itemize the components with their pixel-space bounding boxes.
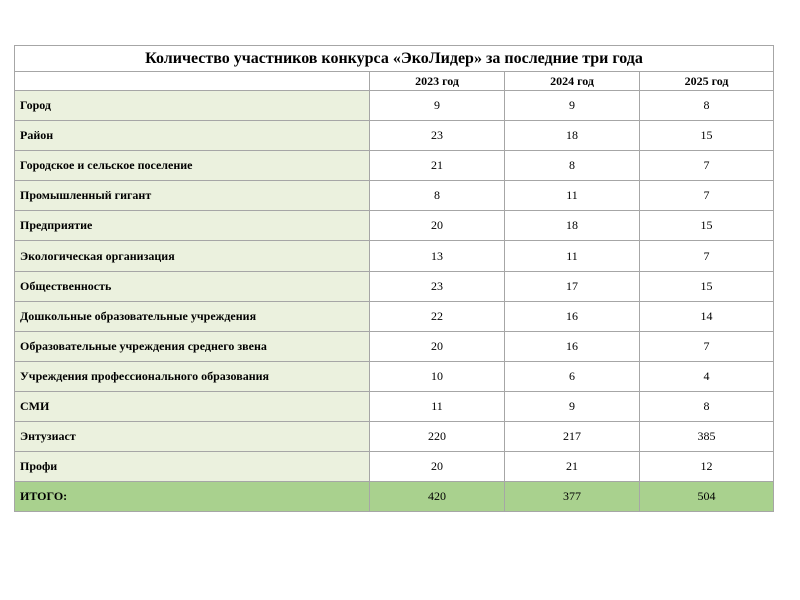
table-row: [15, 422, 774, 452]
cell-2025: 7: [640, 241, 774, 271]
row-label: Городское и сельское поселение: [15, 151, 370, 181]
row-label: Профи: [15, 452, 370, 482]
cell-2023: 9: [370, 91, 505, 121]
cell-2025: 7: [640, 181, 774, 211]
cell-2023: 220: [370, 422, 505, 452]
table-row: [15, 271, 774, 301]
cell-2025: 12: [640, 452, 774, 482]
cell-2023: 20: [370, 452, 505, 482]
row-label: Промышленный гигант: [15, 181, 370, 211]
cell-2024: 6: [505, 361, 640, 391]
table-row: [15, 151, 774, 181]
table-row: [15, 331, 774, 361]
cell-2025: 7: [640, 151, 774, 181]
row-label: Учреждения профессионального образования: [15, 361, 370, 391]
row-label: Город: [15, 91, 370, 121]
cell-2025: 4: [640, 361, 774, 391]
cell-2025: 14: [640, 301, 774, 331]
table-row: [15, 301, 774, 331]
table-row: [15, 181, 774, 211]
total-row: [15, 482, 774, 512]
total-2025: 504: [640, 482, 774, 512]
cell-2023: 10: [370, 361, 505, 391]
cell-2025: 7: [640, 331, 774, 361]
cell-2024: 18: [505, 211, 640, 241]
total-2024: 377: [505, 482, 640, 512]
row-label: Дошкольные образовательные учреждения: [15, 301, 370, 331]
table-row: [15, 121, 774, 151]
header-row: [15, 72, 774, 91]
column-header-2025: 2025 год: [640, 72, 774, 91]
row-label: Общественность: [15, 271, 370, 301]
row-label: Экологическая организация: [15, 241, 370, 271]
header-blank-cell: [15, 72, 370, 91]
table-row: [15, 361, 774, 391]
cell-2023: 8: [370, 181, 505, 211]
cell-2024: 21: [505, 452, 640, 482]
column-header-2024: 2024 год: [505, 72, 640, 91]
cell-2024: 217: [505, 422, 640, 452]
cell-2024: 16: [505, 331, 640, 361]
cell-2023: 21: [370, 151, 505, 181]
table-row: [15, 211, 774, 241]
cell-2023: 13: [370, 241, 505, 271]
cell-2023: 11: [370, 391, 505, 421]
cell-2023: 23: [370, 271, 505, 301]
table-row: [15, 391, 774, 421]
cell-2024: 18: [505, 121, 640, 151]
cell-2023: 23: [370, 121, 505, 151]
cell-2024: 11: [505, 241, 640, 271]
table-row: [15, 241, 774, 271]
cell-2024: 9: [505, 391, 640, 421]
participants-table: [14, 45, 774, 512]
row-label: СМИ: [15, 391, 370, 421]
cell-2024: 16: [505, 301, 640, 331]
column-header-2023: 2023 год: [370, 72, 505, 91]
cell-2024: 8: [505, 151, 640, 181]
cell-2025: 15: [640, 121, 774, 151]
cell-2025: 15: [640, 271, 774, 301]
cell-2023: 22: [370, 301, 505, 331]
cell-2024: 17: [505, 271, 640, 301]
cell-2025: 8: [640, 391, 774, 421]
cell-2024: 11: [505, 181, 640, 211]
cell-2025: 15: [640, 211, 774, 241]
table-row: [15, 452, 774, 482]
cell-2025: 8: [640, 91, 774, 121]
table-title: Количество участников конкурса «ЭкоЛидер» за последние три года: [15, 46, 774, 72]
row-label: Район: [15, 121, 370, 151]
cell-2024: 9: [505, 91, 640, 121]
title-row: [15, 46, 774, 72]
cell-2023: 20: [370, 211, 505, 241]
row-label: Энтузиаст: [15, 422, 370, 452]
total-label: ИТОГО:: [15, 482, 370, 512]
row-label: Образовательные учреждения среднего звена: [15, 331, 370, 361]
cell-2025: 385: [640, 422, 774, 452]
total-2023: 420: [370, 482, 505, 512]
row-label: Предприятие: [15, 211, 370, 241]
table-row: [15, 91, 774, 121]
cell-2023: 20: [370, 331, 505, 361]
